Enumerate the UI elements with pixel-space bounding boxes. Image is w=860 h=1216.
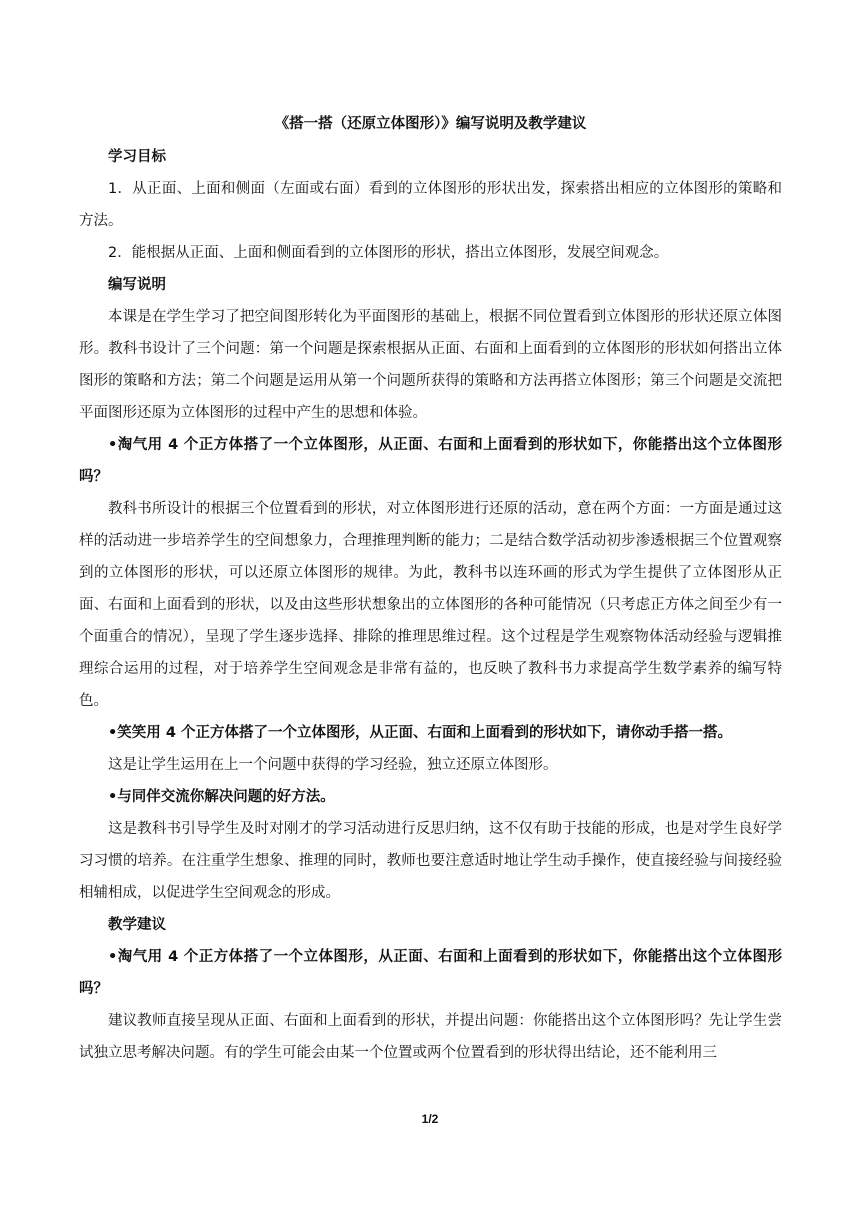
objective-2: 2．能根据从正面、上面和侧面看到的立体图形的形状，搭出立体图形，发展空间观念。 [108,245,669,261]
writing-paragraph-1: 本课是在学生学习了把空间图形转化为平面图形的基础上，根据不同位置看到立体图形的形状还原立体图形。教科书设计了三个问题：第一个问题是探索根据从正面、右面和上面看到的立体图形的形状如何搭出立体图形的策略和方法；第二个问题是运用从第一个问题所获得的策略和方法再搭立体图形；第三个问题是交流把平面图形还原为立体图形的过程中产生的思想和体验。 [79,309,782,421]
section-heading-objectives: 学习目标 [108,149,166,165]
question-4: •淘气用 4 个正方体搭了一个立体图形，从正面、右面和上面看到的形状如下，你能搭出这个立体图形吗？ [79,949,782,997]
question-2: •笑笑用 4 个正方体搭了一个立体图形，从正面、右面和上面看到的形状如下，请你动手搭一搭。 [108,725,732,741]
question-3: •与同伴交流你解决问题的好方法。 [108,789,335,805]
question-1: •淘气用 4 个正方体搭了一个立体图形，从正面、右面和上面看到的形状如下，你能搭出这个立体图形吗？ [79,437,782,485]
writing-paragraph-3: 这是让学生运用在上一个问题中获得的学习经验，独立还原立体图形。 [108,757,558,773]
writing-paragraph-2: 教科书所设计的根据三个位置看到的形状，对立体图形进行还原的活动，意在两个方面：一方面是通过这样的活动进一步培养学生的空间想象力，合理推理判断的能力；二是结合数学活动初步渗透根据三个位置观察到的立体图形的形状，可以还原立体图形的规律。为此，教科书以连环画的形式为学生提供了立体图形从正面、右面和上面看到的形状，以及由这些形状想象出的立体图形的各种可能情况（只考虑正方体之间至少有一个面重合的情况），呈现了学生逐步选择、排除的推理思维过程。这个过程是学生观察物体活动经验与逻辑推理综合运用的过程，对于培养学生空间观念是非常有益的，也反映了教科书力求提高学生数学素养的编写特色。 [79,501,782,709]
objective-1: 1．从正面、上面和侧面（左面或右面）看到的立体图形的形状出发，探索搭出相应的立体图形的策略和方法。 [79,181,782,229]
writing-paragraph-4: 这是教科书引导学生及时对刚才的学习活动进行反思归纳，这不仅有助于技能的形成，也是对学生良好学习习惯的培养。在注重学生想象、推理的同时，教师也要注意适时地让学生动手操作，使直接经验与间接经验相辅相成，以促进学生空间观念的形成。 [79,821,782,901]
section-heading-teaching: 教学建议 [108,917,166,933]
section-heading-writing: 编写说明 [108,277,166,293]
teaching-paragraph-1: 建议教师直接呈现从正面、右面和上面看到的形状，并提出问题：你能搭出这个立体图形吗？先让学生尝试独立思考解决问题。有的学生可能会由某一个位置或两个位置看到的形状得出结论，还不能利用三 [79,1013,782,1061]
document-body [79,108,782,1069]
page-number: 1/2 [421,1112,439,1126]
document-title: 《搭一搭（还原立体图形）》编写说明及教学建议 [274,116,587,132]
